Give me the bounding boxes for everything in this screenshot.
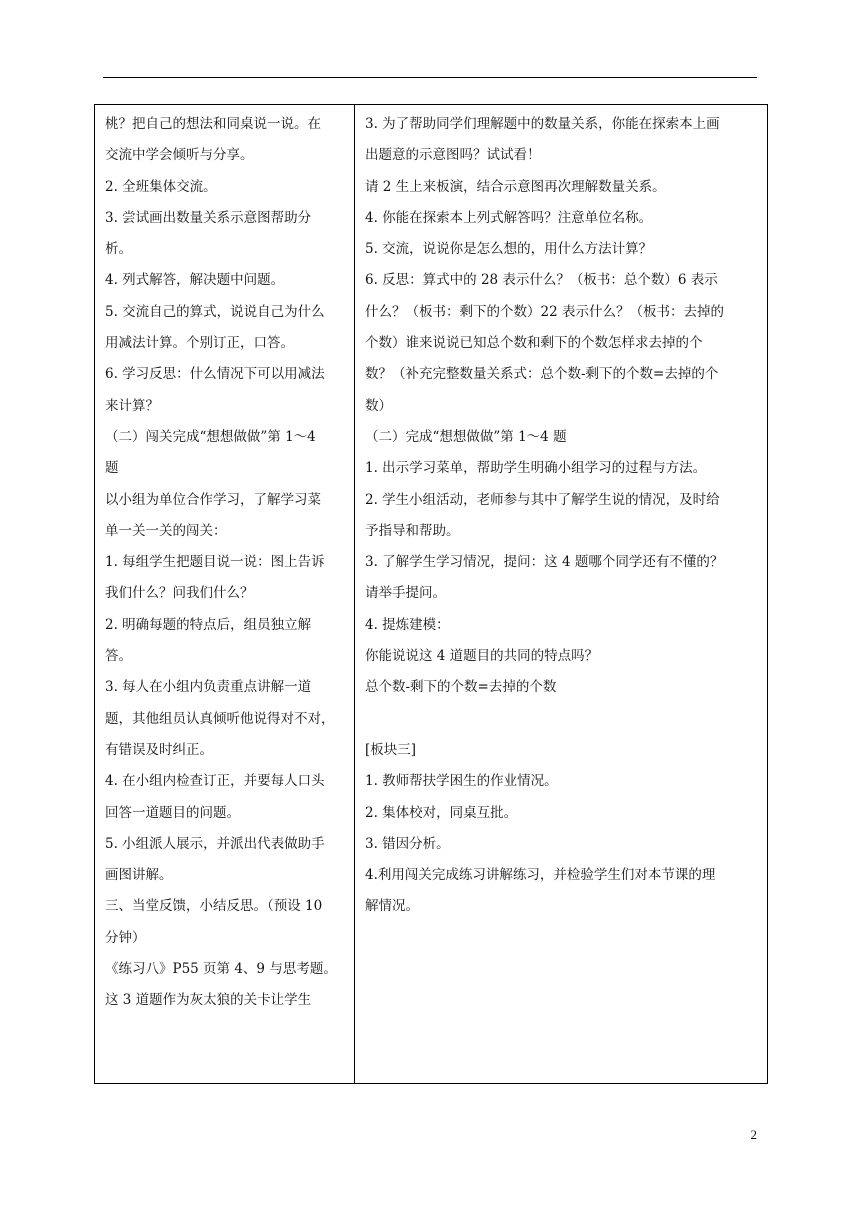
text-line: 画图讲解。	[105, 867, 173, 884]
text-line: 出题意的示意图吗？试试看！	[365, 147, 541, 164]
page-number: 2	[750, 1127, 757, 1142]
blank-line	[365, 704, 759, 735]
text-line: 我们什么？问我们什么？	[105, 585, 254, 602]
text-line: 4. 你能在探索本上列式解答吗？注意单位名称。	[365, 209, 653, 226]
text-line: 以小组为单位合作学习，了解学习菜	[105, 491, 321, 508]
text-line: 你能说说这 4 道题目的共同的特点吗？	[365, 648, 599, 665]
text-line: 单一关一关的闯关：	[105, 522, 227, 539]
text-line: 请举手提问。	[365, 585, 446, 602]
text-line: （二）闯关完成“想想做做”第 1～4	[105, 428, 316, 445]
text-line: 数）	[365, 397, 392, 414]
text-line: 5. 交流，说说你是怎么想的，用什么方法计算？	[365, 241, 653, 258]
text-line: 1. 教师帮扶学困生的作业情况。	[365, 773, 558, 790]
lesson-plan-table	[94, 104, 768, 1084]
text-line: 桃？把自己的想法和同桌说一说。在	[105, 116, 321, 132]
text-line: 5. 小组派人展示，并派出代表做助手	[105, 835, 325, 852]
text-line: 予指导和帮助。	[365, 522, 460, 539]
text-line: 1. 每组学生把题目说一说：图上告诉	[105, 554, 325, 571]
text-line: 回答一道题目的问题。	[105, 804, 240, 821]
text-line: 2. 集体校对，同桌互批。	[365, 804, 518, 821]
text-line: 三、当堂反馈，小结反思。（预设 10	[105, 898, 323, 915]
text-line: 5. 交流自己的算式，说说自己为什么	[105, 303, 325, 320]
text-line: 《练习八》P55 页第 4、9 与思考题。	[105, 961, 337, 978]
text-line: 个数）谁来说说已知总个数和剩下的个数怎样求去掉的个	[365, 335, 703, 352]
right-column-cell	[355, 105, 768, 1084]
text-line: 2. 学生小组活动，老师参与其中了解学生说的情况，及时给	[365, 491, 720, 508]
text-line: 2. 明确每题的特点后，组员独立解	[105, 616, 312, 633]
text-line: 题	[105, 460, 119, 477]
text-line: 3. 每人在小组内负责重点讲解一道	[105, 679, 312, 696]
text-line: 3. 错因分析。	[365, 835, 450, 852]
header-rule	[103, 77, 757, 78]
text-line: 3. 为了帮助同学们理解题中的数量关系，你能在探索本上画	[365, 116, 720, 132]
left-column-cell	[95, 105, 355, 1084]
text-line: 3. 了解学生学习情况，提问：这 4 题哪个同学还有不懂的？	[365, 554, 724, 571]
text-line: 析。	[105, 241, 132, 258]
text-line: 2. 全班集体交流。	[105, 178, 217, 195]
text-line: 6. 反思：算式中的 28 表示什么？（板书：总个数）6 表示	[365, 272, 718, 289]
text-line: 总个数-剩下的个数=去掉的个数	[365, 679, 557, 696]
text-line: 答。	[105, 648, 132, 665]
table-row	[95, 105, 768, 1084]
text-line: 交流中学会倾听与分享。	[105, 147, 254, 164]
text-line: 什么？（板书：剩下的个数）22 表示什么？（板书：去掉的	[365, 303, 724, 320]
text-line: 有错误及时纠正。	[105, 741, 213, 758]
text-line: 来计算？	[105, 397, 159, 414]
text-line: 题，其他组员认真倾听他说得对不对，	[105, 710, 335, 727]
text-line: 请 2 生上来板演，结合示意图再次理解数量关系。	[365, 178, 666, 195]
text-line: 3. 尝试画出数量关系示意图帮助分	[105, 209, 312, 226]
text-line: [板块三]	[365, 741, 417, 758]
text-line: 解情况。	[365, 898, 419, 915]
text-line: 这 3 道题作为灰太狼的关卡让学生	[105, 992, 312, 1009]
text-line: 4. 提炼建模：	[365, 616, 450, 633]
text-line: 用减法计算。个别订正，口答。	[105, 335, 294, 352]
text-line: 4. 列式解答，解决题中问题。	[105, 272, 285, 289]
text-line: 4. 在小组内检查订正，并要每人口头	[105, 773, 325, 790]
text-line: 4.利用闯关完成练习讲解练习，并检验学生们对本节课的理	[365, 867, 716, 884]
text-line: 6. 学习反思：什么情况下可以用减法	[105, 366, 325, 383]
text-line: 数？（补充完整数量关系式：总个数-剩下的个数=去掉的个	[365, 366, 719, 383]
text-line: （二）完成“想想做做”第 1～4 题	[365, 428, 567, 445]
text-line: 1. 出示学习菜单，帮助学生明确小组学习的过程与方法。	[365, 460, 707, 477]
text-line: 分钟）	[105, 929, 146, 946]
